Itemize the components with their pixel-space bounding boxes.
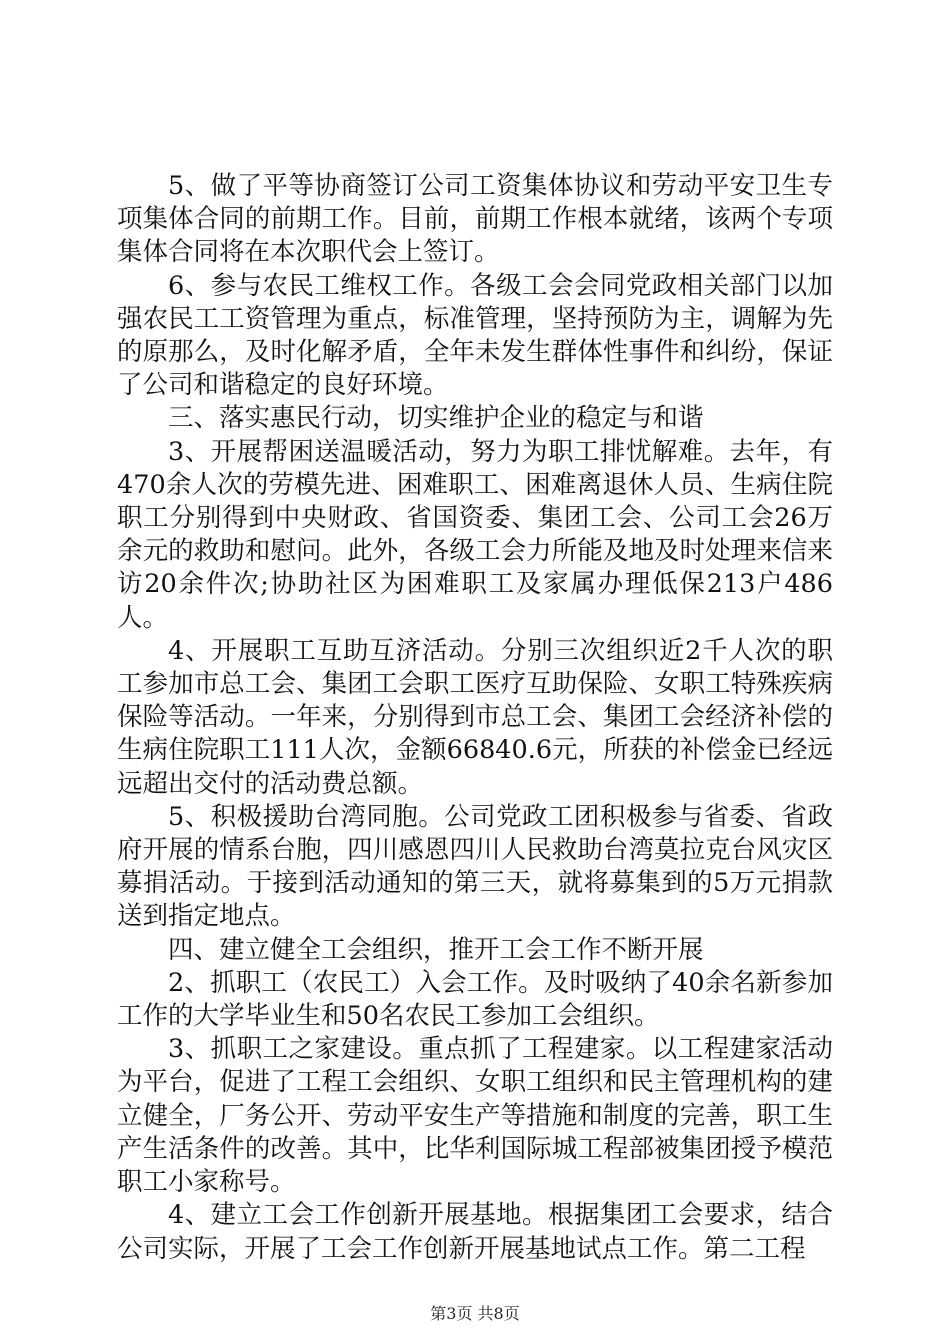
paragraph: 5、做了平等协商签订公司工资集体协议和劳动平安卫生专项集体合同的前期工作。目前，前期工作根本就绪，该两个专项集体合同将在本次职代会上签订。 <box>117 171 833 268</box>
paragraph: 5、积极援助台湾同胞。公司党政工团积极参与省委、省政府开展的情系台胞，四川感恩四川人民救助台湾莫拉克台风灾区募捐活动。于接到活动通知的第三天，就将募集到的5万元捐款送到指定地点。 <box>117 801 833 932</box>
page-number-footer: 第3页 共8页 <box>430 1304 520 1323</box>
paragraph: 4、开展职工互助互济活动。分别三次组织近2千人次的职工参加市总工会、集团工会职工医疗互助保险、女职工特殊疾病保险等活动。一年来，分别得到市总工会、集团工会经济补偿的生病住院职工111人次，金额66840.6元，所获的补偿金已经远远超出交付的活动费总额。 <box>117 635 833 799</box>
paragraph: 3、开展帮困送温暖活动，努力为职工排忧解难。去年，有470余人次的劳模先进、困难职工、困难离退休人员、生病住院职工分别得到中央财政、省国资委、集团工会、公司工会26万余元的救助和慰问。此外，各级工会力所能及地及时处理来信来访20余件次;协助社区为困难职工及家属办理低保213户486人。 <box>117 436 833 633</box>
paragraph: 3、抓职工之家建设。重点抓了工程建家。以工程建家活动为平台，促进了工程工会组织、女职工组织和民主管理机构的建立健全，厂务公开、劳动平安生产等措施和制度的完善，职工生产生活条件的改善。其中，比华利国际城工程部被集团授予模范职工小家称号。 <box>117 1034 833 1198</box>
section-heading: 三、落实惠民行动，切实维护企业的稳定与和谐 <box>168 403 704 434</box>
paragraph: 2、抓职工（农民工）入会工作。及时吸纳了40余名新参加工作的大学毕业生和50名农民工参加工会组织。 <box>117 967 833 1032</box>
section-heading: 四、建立健全工会组织，推开工会工作不断开展 <box>168 934 704 965</box>
paragraph: 6、参与农民工维权工作。各级工会会同党政相关部门以加强农民工工资管理为重点，标准管理，坚持预防为主，调解为先的原那么，及时化解矛盾，全年未发生群体性事件和纠纷，保证了公司和谐稳定的良好环境。 <box>117 270 833 401</box>
document-body <box>117 170 833 1266</box>
paragraph: 4、建立工会工作创新开展基地。根据集团工会要求，结合公司实际，开展了工会工作创新开展基地试点工作。第二工程 <box>117 1200 833 1264</box>
